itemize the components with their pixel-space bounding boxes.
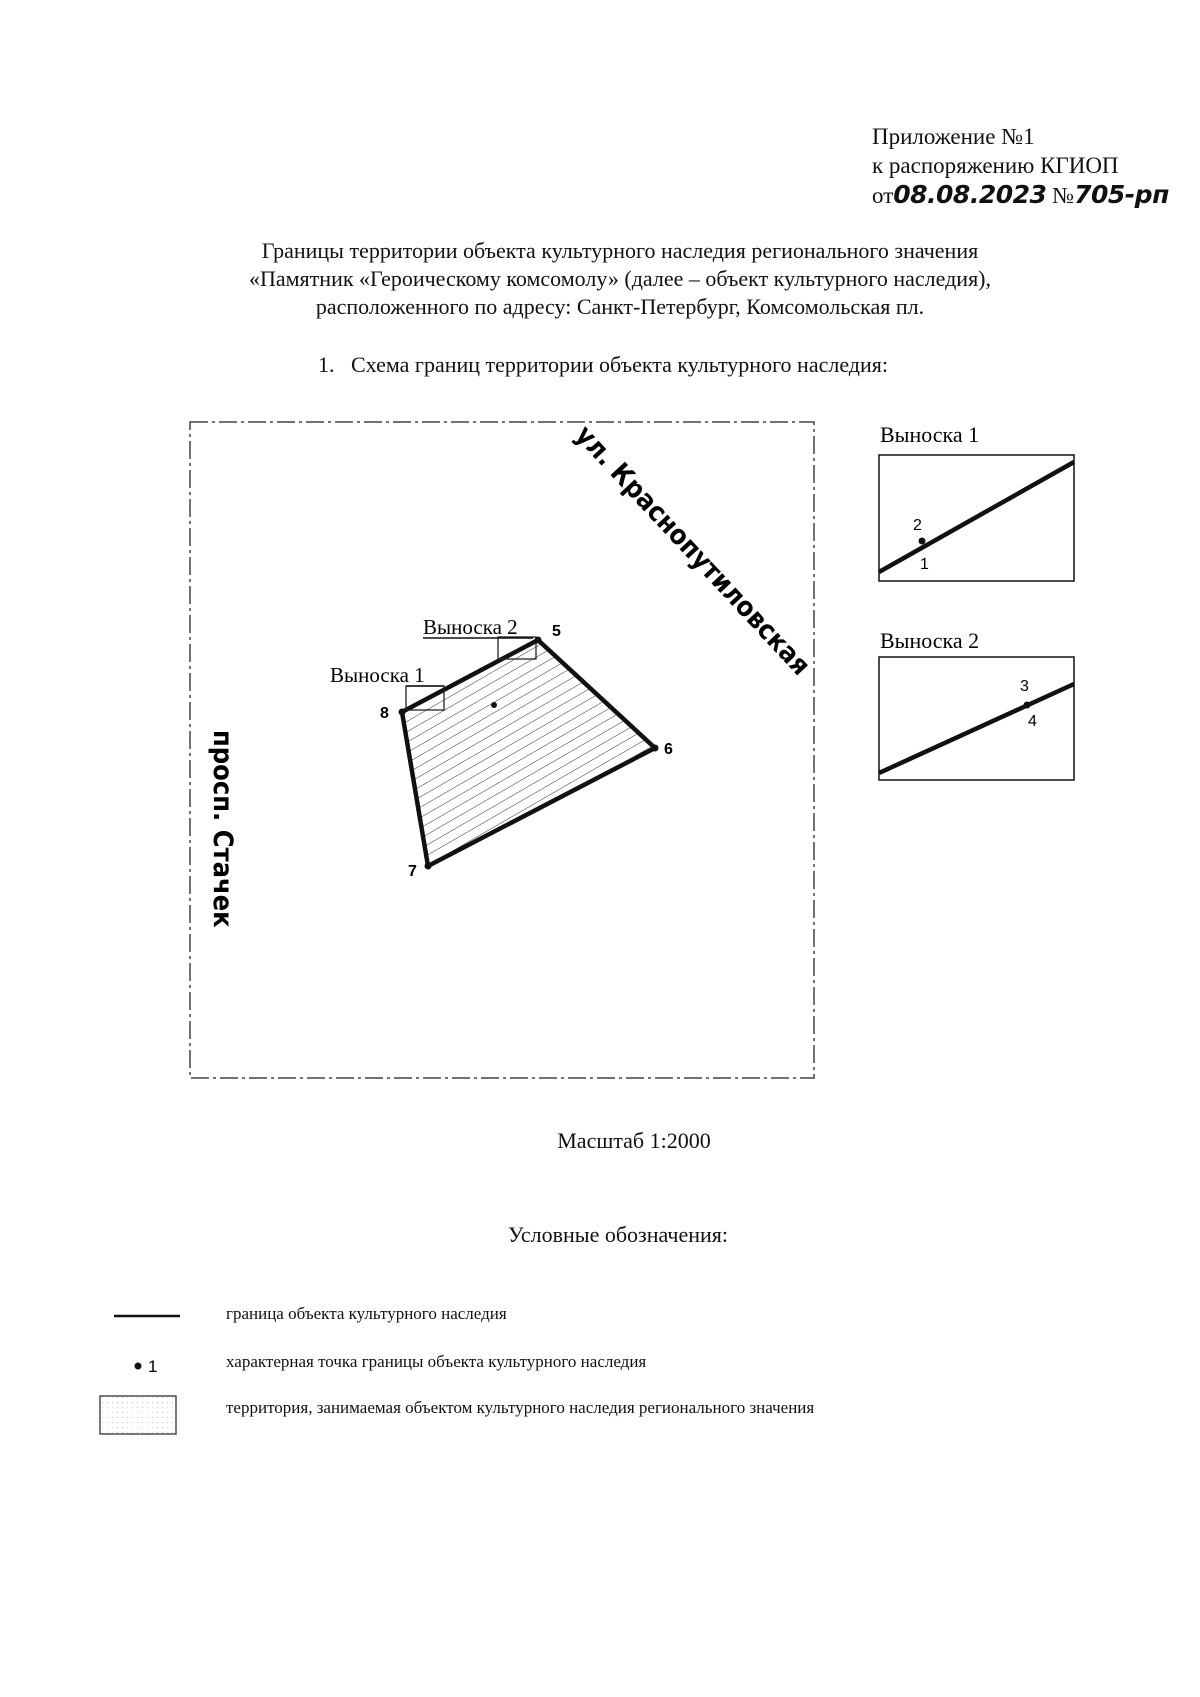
map-callout2-label: Выноска 2 (423, 615, 518, 639)
scale-label: Масштаб 1:2000 (557, 1128, 711, 1153)
title-line-3: расположенного по адресу: Санкт-Петербург, Комсомольская пл. (315, 294, 925, 319)
point-label-6: 6 (664, 741, 673, 758)
point-label-7: 7 (408, 863, 417, 880)
point-label-8: 8 (380, 705, 389, 722)
callout2-point (1024, 702, 1031, 709)
callout1-point-1: 1 (920, 556, 929, 573)
callout1-boundary-line (879, 462, 1074, 572)
boundary-point-8 (399, 709, 406, 716)
boundary-point-6 (652, 745, 659, 752)
title-line-2: «Памятник «Героическому комсомолу» (далее – объект культурного наследия), (248, 266, 992, 291)
legend-title: Условные обозначения: (507, 1222, 729, 1247)
callout2-title: Выноска 2 (880, 628, 980, 653)
monument-marker (491, 702, 497, 708)
order-reference: к распоряжению КГИОП (872, 153, 1119, 178)
date-prefix: от (872, 183, 894, 208)
callout1-point-2: 2 (913, 517, 922, 534)
number-prefix: № (1052, 183, 1075, 208)
section-title: Схема границ территории объекта культурного наследия: (351, 352, 889, 377)
legend-point-label: 1 (148, 1357, 158, 1376)
territory-polygon (402, 640, 655, 866)
street-stachek: просп. Стачек (207, 730, 238, 928)
legend-area-symbol (100, 1396, 176, 1434)
legend-item-boundary: граница объекта культурного наследия (226, 1304, 507, 1323)
appendix-number: Приложение №1 (872, 124, 1035, 149)
boundary-point-7 (425, 863, 432, 870)
map-callout1-label: Выноска 1 (330, 663, 425, 687)
legend-item-territory: территория, занимаемая объектом культурного наследия регионального значения (226, 1398, 815, 1417)
callout1-point (919, 538, 926, 545)
callout2-point-3: 3 (1020, 678, 1029, 695)
legend-item-point: характерная точка границы объекта культурного наследия (226, 1352, 647, 1371)
section-number: 1. (318, 352, 335, 377)
callout1-title: Выноска 1 (880, 422, 980, 447)
callout2-boundary-line (879, 684, 1074, 773)
boundary-point-5 (535, 637, 542, 644)
legend-point-symbol (135, 1363, 142, 1370)
title-line-1: Границы территории объекта культурного наследия регионального значения (261, 238, 979, 263)
point-label-5: 5 (552, 623, 561, 640)
order-date: 08.08.2023 (893, 180, 1047, 209)
street-krasnoputilovskaya: ул. Краснопутиловская (568, 419, 817, 682)
order-number: 705-рп (1074, 180, 1169, 209)
callout2-point-4: 4 (1028, 713, 1037, 730)
